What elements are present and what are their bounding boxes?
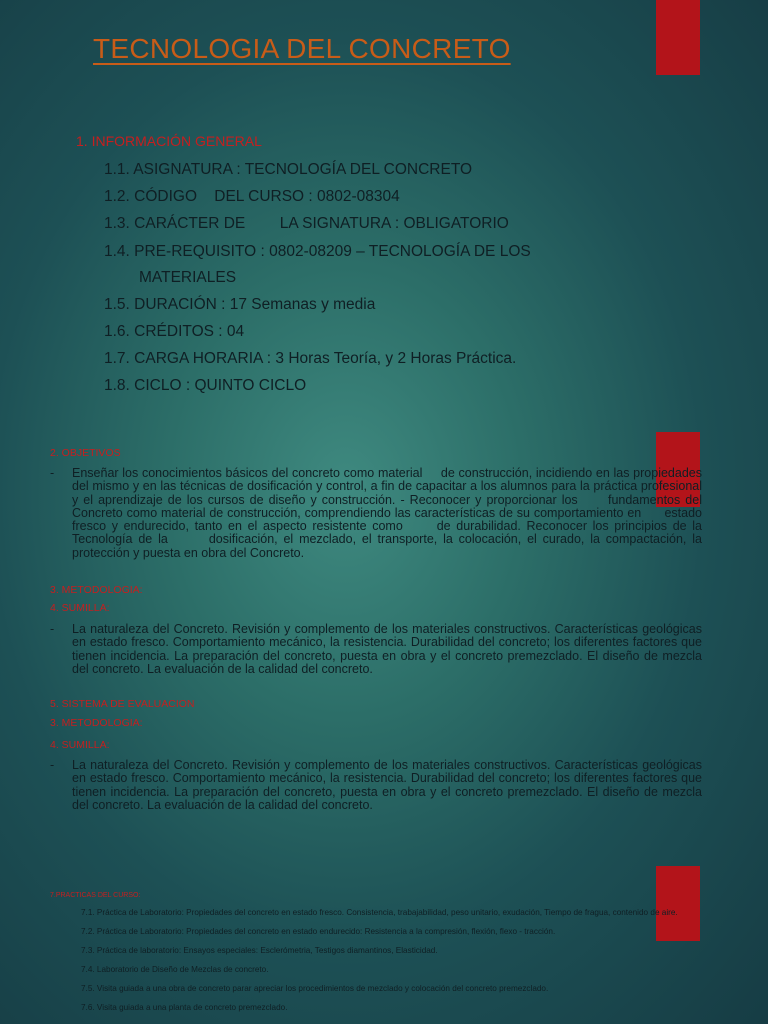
practicas-list: [81, 908, 707, 1022]
info-item-asignatura: 1.1. ASIGNATURA : TECNOLOGÍA DEL CONCRETO: [104, 161, 473, 178]
decorative-red-bar-top: [656, 0, 700, 75]
bullet-dash: -: [50, 758, 55, 772]
objetivos-text: Enseñar los conocimientos básicos del concreto como material de construcción, incidiendo en las propiedades del mismo y en las técnicas de dosificación y control, a fin de capacitar a los alumnos para la práctica profesional y el aprendizaje de los cursos de diseño y construcción. - Reconocer y proporcionar los fundamentos del Concreto como material de construcción, comprendiendo las características de su comportamiento en estado fresco y endurecido, tanto en el aspecto resistente como de durabilidad. Reconocer los principios de la Tecnología de la dosificación, el mezclado, el transporte, la colocación, el curado, la compactación, la protección y puesta en obra del Concreto.: [72, 466, 706, 560]
info-item-ciclo: 1.8. CICLO : QUINTO CICLO: [104, 377, 307, 395]
practica-item-7-6: 7.6. Visita guiada a una planta de concreto premezclado.: [81, 1003, 288, 1012]
info-list: [104, 160, 531, 404]
section-heading-metodologia: 3. METODOLOGIA:: [50, 584, 143, 596]
sumilla-text: La naturaleza del Concreto. Revisión y complemento de los materiales constructivos. Características geológicas en estado fresco. Comportamiento mecánico, la resistencia. Durabilidad del concreto; los diferentes factores que tienen incidencia. La preparación del concreto, puesta en obra y el concreto premezclado. El diseño de mezcla del concreto. La evaluación de la calidad del concreto.: [72, 622, 702, 676]
info-item-codigo: 1.2. CÓDIGO DEL CURSO : 0802-08304: [104, 188, 400, 206]
sumilla-text-2: La naturaleza del Concreto. Revisión y complemento de los materiales constructivos. Características geológicas en estado fresco. Comportamiento mecánico, la resistencia. Durabilidad del concreto; los diferentes factores que tienen incidencia. La preparación del concreto, puesta en obra y el concreto premezclado. El diseño de mezcla del concreto. La evaluación de la calidad del concreto.: [72, 758, 702, 812]
practica-item-7-2: 7.2. Práctica de Laboratorio: Propiedades del concreto en estado endurecido: Resistencia a la compresión, flexión, flexo - tracción.: [81, 927, 556, 936]
section-heading-informacion-general: 1. INFORMACIÓN GENERAL: [76, 133, 262, 149]
sumilla-paragraph: [50, 623, 702, 676]
section-heading-sumilla-2: 4. SUMILLA:: [50, 739, 110, 751]
info-item-caracter: 1.3. CARÁCTER DE LA SIGNATURA : OBLIGATORIO: [104, 215, 509, 233]
section-heading-sumilla: 4. SUMILLA:: [50, 602, 110, 614]
section-heading-practicas: 7.PRACTICAS DEL CURSO:: [50, 892, 141, 899]
bullet-dash: -: [50, 466, 55, 480]
objetivos-paragraph: [50, 466, 706, 560]
info-item-duracion: 1.5. DURACIÓN : 17 Semanas y media: [104, 295, 376, 313]
info-item-carga-horaria: 1.7. CARGA HORARIA : 3 Horas Teoría, y 2 Horas Práctica.: [104, 350, 517, 368]
info-item-prerequisito-cont: MATERIALES: [139, 268, 237, 286]
practica-item-7-5: 7.5. Visita guiada a una obra de concreto parar apreciar los procedimientos de mezclado y colocación del concreto premezclado.: [81, 984, 549, 993]
sumilla-paragraph-2: [50, 759, 702, 812]
bullet-dash: -: [50, 622, 55, 636]
practica-item-7-4: 7.4. Laboratorio de Diseño de Mezclas de concreto.: [81, 965, 269, 974]
section-heading-objetivos: 2. OBJETIVOS: [50, 447, 121, 459]
section-heading-metodologia-2: 3. METODOLOGIA:: [50, 717, 143, 729]
info-item-prerequisito: 1.4. PRE-REQUISITO : 0802-08209 – TECNOLOGÍA DE LOS: [104, 242, 531, 260]
practica-item-7-1: 7.1. Práctica de Laboratorio: Propiedades del concreto en estado fresco. Consistencia, trabajabilidad, peso unitario, exudación, Tiempo de fragua, contenido de aire.: [81, 908, 678, 917]
section-heading-evaluacion: 5. SISTEMA DE EVALUACION: [50, 698, 195, 710]
info-item-creditos: 1.6. CRÉDITOS : 04: [104, 322, 245, 340]
practica-item-7-3: 7.3. Práctica de laboratorio: Ensayos especiales: Esclerómetria, Testigos diamantinos, Elasticidad.: [81, 946, 438, 955]
page-title: TECNOLOGIA DEL CONCRETO: [93, 33, 511, 64]
